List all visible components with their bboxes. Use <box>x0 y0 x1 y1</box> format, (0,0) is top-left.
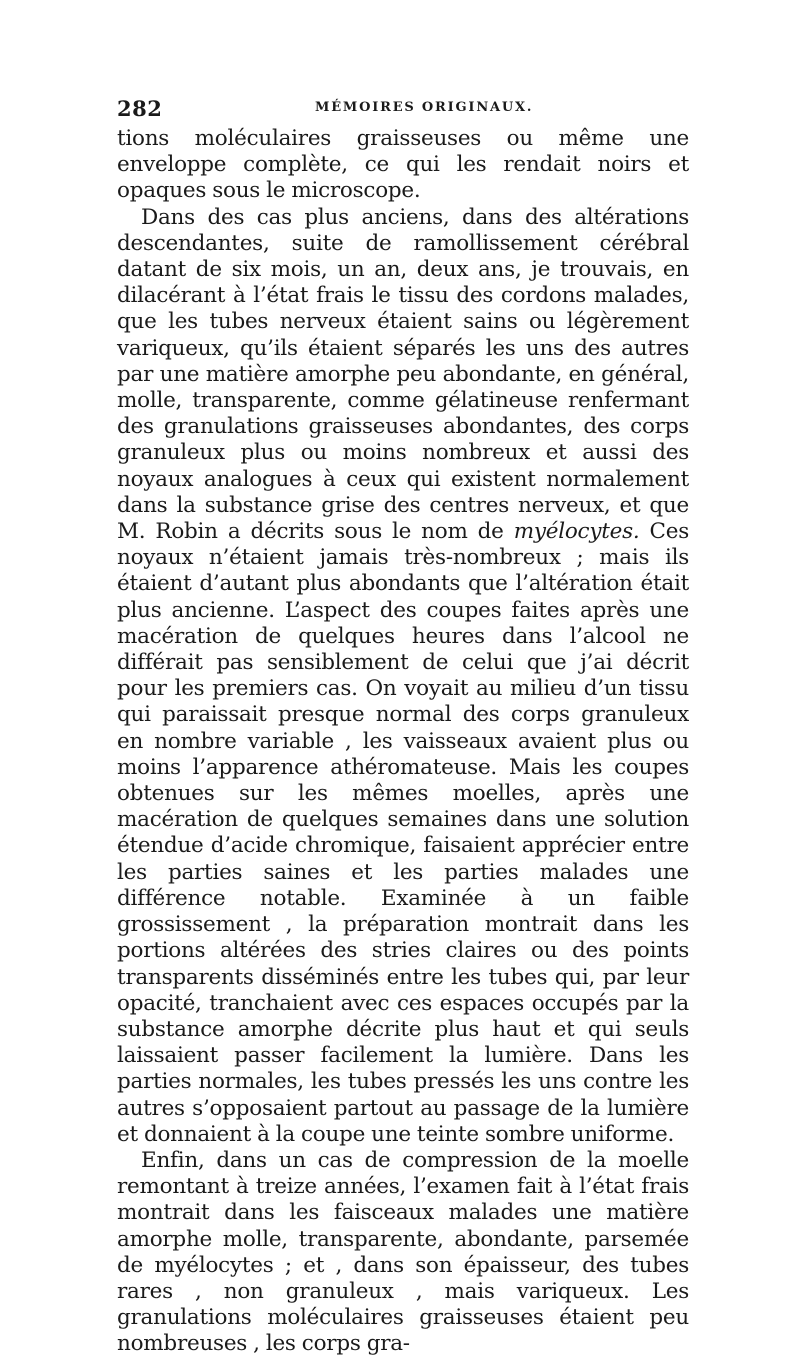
body-text <box>117 126 689 1358</box>
document-page <box>117 96 689 1358</box>
page-header <box>117 96 689 126</box>
italic-term: myélocytes. <box>513 519 640 545</box>
paragraph-2-text: Dans des cas plus anciens, dans des altérations descendantes, suite de ramollissement cérébral datant de six mois, un an, deux ans, je trouvais, en dilacérant à l’état frais le tissu des cordons malades, que les tubes nerveux étaient sains ou légèrement variqueux, qu’ils étaient séparés les uns des autres par une matière amorphe peu abondante, en général, molle, transparente, comme gélatineuse renfermant des granulations graisseuses abondantes, des corps granuleux plus ou moins nombreux et aussi des noyaux analogues à ceux qui existent normalement dans la substance grise des centres nerveux, et que M. Robin a décrits sous le nom de <box>117 204 689 545</box>
paragraph-2 <box>117 205 689 1148</box>
running-head: MÉMOIRES ORIGINAUX. <box>315 100 534 115</box>
paragraph-1: tions moléculaires graisseuses ou même une enveloppe complète, ce qui les rendait noirs et opaques sous le microscope. <box>117 126 689 204</box>
paragraph-3: Enfin, dans un cas de compression de la moelle remontant à treize années, l’examen fait à l’état frais montrait dans les faisceaux malades une matière amorphe molle, transparente, abondante, parsemée de myélocytes ; et , dans son épaisseur, des tubes rares , non granuleux , mais variqueux. Les granulations moléculaires graisseuses étaient peu nombreuses , les corps gra- <box>117 1147 689 1357</box>
paragraph-2-continuation: Ces noyaux n’étaient jamais très-nombreux ; mais ils étaient d’autant plus abondants que l’altération était plus ancienne. L’aspect des coupes faites après une macération de quelques heures dans l’alcool ne différait pas sensiblement de celui que j’ai décrit pour les premiers cas. On voyait au milieu d’un tissu qui paraissait presque normal des corps granuleux en nombre variable , les vaisseaux avaient plus ou moins l’apparence athéromateuse. Mais les coupes obtenues sur les mêmes moelles, après une macération de quelques semaines dans une solution étendue d’acide chromique, faisaient apprécier entre les parties saines et les parties malades une différence notable. Examinée à un faible grossissement , la préparation montrait dans les portions altérées des stries claires ou des points transparents disséminés entre les tubes qui, par leur opacité, tranchaient avec ces espaces occupés par la substance amorphe décrite plus haut et qui seuls laissaient passer facilement la lumière. Dans les parties normales, les tubes pressés les uns contre les autres s’opposaient partout au passage de la lumière et donnaient à la coupe une teinte sombre uniforme. <box>117 519 689 1147</box>
page-number: 282 <box>117 96 163 121</box>
